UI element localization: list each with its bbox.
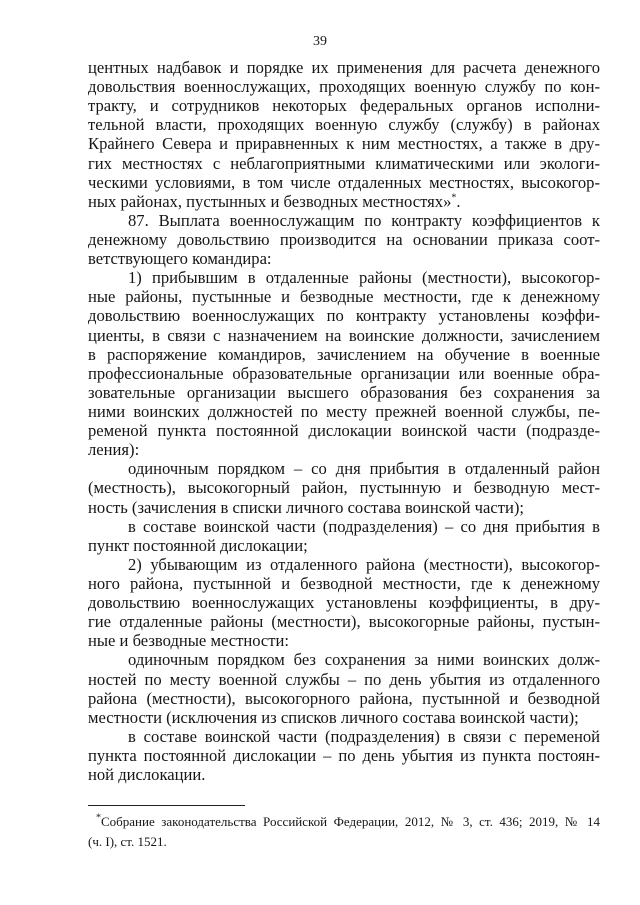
text-line [88,402,600,421]
text-line [88,134,600,153]
text-line [88,173,600,192]
text-line-content: ного района, пустынной и безводной местности, где к денежному [88,573,600,593]
text-line [88,746,600,765]
text-line-content: 2) убывающим из отдаленного района (местности), высокогор- [128,554,600,574]
text-line [88,268,600,287]
footnote-divider [88,805,245,806]
footnote-line [88,832,600,852]
text-line-content: тельной власти, проходящих военную службу (службу) в районах [88,115,600,135]
text-line [88,249,600,268]
text-line [88,574,600,593]
text-line-content: ческими условиями, в том числе отдаленных местностях, высокогор- [88,172,600,192]
text-line-content: циенты, в связи с назначением на воинские должности, зачислением [88,325,600,345]
text-line [88,536,600,555]
footnote-text-2: (ч. I), ст. 1521. [88,834,167,849]
text-line-content: в составе воинской части (подразделения) – со дня прибытия в [128,516,600,536]
text-line [88,287,600,306]
text-line-content: центных надбавок и порядке их применения для расчета денежного [88,58,600,77]
text-line-content: ветствующего командира: [88,249,272,269]
text-line-content: пункт постоянной дислокации; [88,535,308,555]
text-line [88,459,600,478]
text-line-suffix: . [456,191,461,211]
text-line [88,211,600,230]
text-line-content: пункта постоянной дислокации – по день убытия из пункта постоян- [88,745,600,765]
text-line [88,326,600,345]
text-line-content: (местность), высокогорный район, пустынную и безводную мест- [88,478,600,498]
text-line-content: профессиональные образовательные организации или военные обра- [88,363,600,383]
text-line-content: ременой пункта постоянной дислокации воинской части (подразде- [88,421,600,441]
text-line-content: зовательные организации высшего образования без сохранения за [88,382,600,402]
text-line [88,345,600,364]
text-line-content: района (местности), высокогорного района, пустынной и безводной [88,688,600,708]
text-line-content: одиночным порядком без сохранения за ними воинских долж- [128,650,600,670]
body-text [88,58,600,784]
text-line [88,689,600,708]
footnote-reference: * [451,192,457,204]
text-line [88,77,600,96]
text-line-content: довольствию военнослужащих по контракту установлены коэффи- [88,306,600,326]
text-line-content: местности (исключения из списков личного состава воинской части); [88,707,579,727]
text-line-content: довольствию военнослужащих установлены коэффициенты, в дру- [88,593,600,613]
text-line-content: 1) прибывшим в отдаленные районы (местности), высокогор- [128,268,600,288]
text-line [88,727,600,746]
text-line [88,593,600,612]
text-line [88,192,600,211]
footnote-marker: * [96,812,101,824]
text-line [88,612,600,631]
text-line-content: одиночным порядком – со дня прибытия в отдаленный район [128,459,600,479]
text-line [88,555,600,574]
text-line-content: Крайнего Севера и приравненных к ним местностях, а также в дру- [88,134,600,154]
page-number: 39 [313,34,327,49]
text-line [88,650,600,669]
text-line [88,58,600,77]
text-line-content: гих местностях с неблагоприятными климатическими или экологи- [88,153,600,173]
footnote-text-1: Собрание законодательства Российской Федерации, 2012, № 3, ст. 436; 2019, № 14 [101,814,600,829]
text-line [88,440,600,459]
text-line-content: 87. Выплата военнослужащим по контракту коэффициентов к [128,210,600,230]
text-line-content: в составе воинской части (подразделения) в связи с переменой [128,726,600,746]
text-line [88,383,600,402]
text-line-content: гие отдаленные районы (местности), высокогорные районы, пустын- [88,612,600,632]
text-line-content: денежному довольствию производится на основании приказа соот- [88,229,600,249]
text-line-content: тракту, и сотрудников некоторых федеральных органов исполни- [88,96,600,116]
text-line-content: в распоряжение командиров, зачислением на обучение в военные [88,344,600,364]
text-line [88,230,600,249]
text-line-content: ность (зачисления в списки личного состава воинской части); [88,497,524,517]
text-line-content: довольствия военнослужащих, проходящих военную службу по кон- [88,77,600,97]
text-line-content: ные и безводные местности: [88,631,290,651]
text-line [88,670,600,689]
text-line [88,115,600,134]
text-line-content: ных районах, пустынных и безводных местностях» [88,191,452,211]
text-line-content: ные районы, пустынные и безводные местности, где к денежному [88,287,600,307]
text-line [88,498,600,517]
text-line-content: ностей по месту военной службы – по день убытия из отдаленного [88,669,600,689]
text-line-content: ления): [88,440,140,460]
text-line-content: ной дислокации. [88,765,206,785]
text-line [88,478,600,497]
footnote [88,812,600,852]
text-line [88,96,600,115]
text-line-content: ними воинских должностей по месту прежней военной службы, пе- [88,401,600,421]
text-line [88,364,600,383]
text-line [88,631,600,650]
text-line [88,765,600,784]
text-line [88,154,600,173]
footnote-line [88,812,600,832]
text-line [88,306,600,325]
text-line [88,517,600,536]
text-line [88,708,600,727]
text-line [88,421,600,440]
